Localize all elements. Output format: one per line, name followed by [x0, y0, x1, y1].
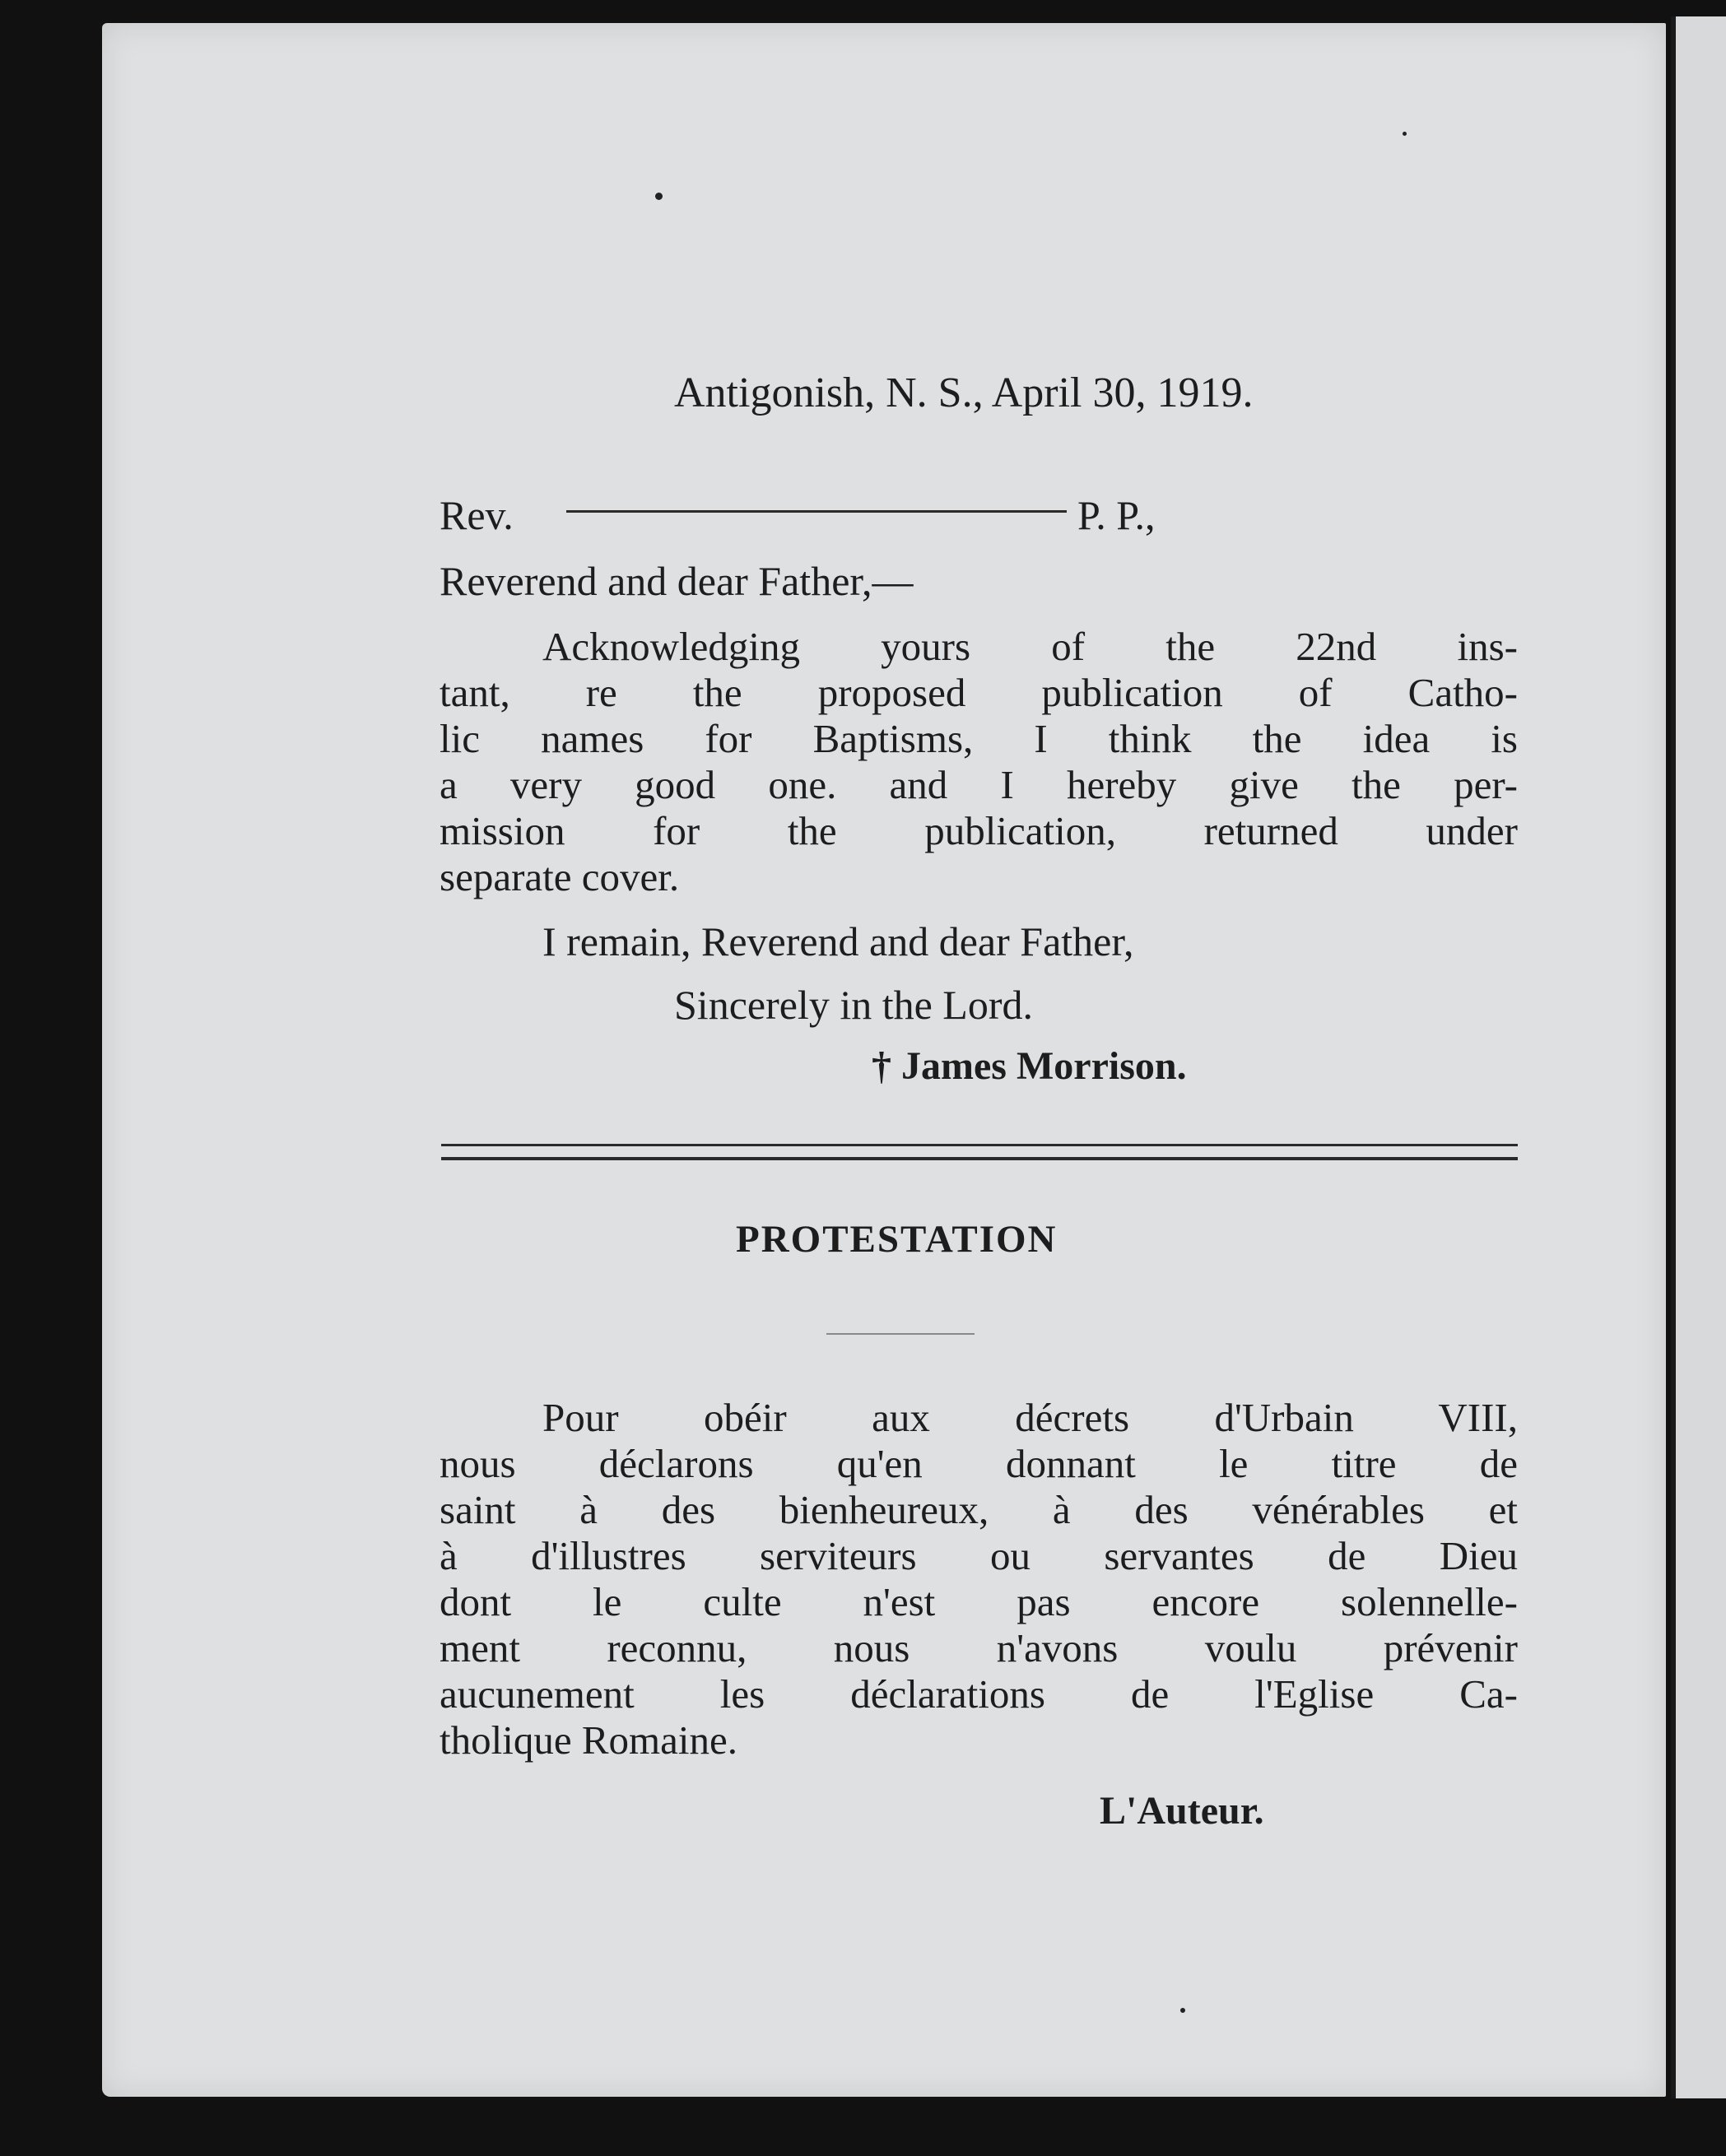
adjacent-page-edge [1671, 16, 1726, 2098]
protestation-body-line: saint à des bienheureux, à des vénérables et [440, 1487, 1518, 1532]
address-blank-line [566, 510, 1067, 513]
letter-body-line: a very good one. and I hereby give the per- [440, 762, 1518, 807]
letter-body [440, 624, 1518, 900]
protestation-heading: PROTESTATION [736, 1218, 1058, 1261]
protestation-signature: L'Auteur. [1100, 1789, 1264, 1833]
protestation-body-line: Pour obéir aux décrets d'Urbain VIII, [542, 1395, 1518, 1440]
protestation-body-line: dont le culte n'est pas encore solennelle- [440, 1579, 1518, 1624]
address-suffix: P. P., [1077, 492, 1156, 538]
letter-salutation: Reverend and dear Father,— [440, 558, 914, 604]
dust-speck [655, 193, 663, 200]
letter-signature: † James Morrison. [872, 1044, 1187, 1088]
dust-speck [1403, 132, 1407, 136]
letter-place-date: Antigonish, N. S., April 30, 1919. [674, 369, 1254, 416]
letter-body-line: Acknowledging yours of the 22nd ins- [542, 624, 1518, 669]
section-divider-bottom [441, 1157, 1518, 1160]
letter-body-line: lic names for Baptisms, I think the idea is [440, 716, 1518, 761]
protestation-body [440, 1395, 1518, 1763]
protestation-body-line: à d'illustres serviteurs ou servantes de Dieu [440, 1533, 1518, 1578]
section-divider-top [441, 1144, 1518, 1146]
letter-body-line: tant, re the proposed publication of Catho- [440, 670, 1518, 715]
letter-body-line: separate cover. [440, 854, 680, 899]
protestation-body-line: ment reconnu, nous n'avons voulu prévenir [440, 1625, 1518, 1670]
letter-closing-sincerely: Sincerely in the Lord. [674, 982, 1033, 1028]
dust-speck [1180, 2008, 1185, 2013]
letter-body-line: mission for the publication, returned under [440, 808, 1518, 853]
protestation-body-line: aucunement les déclarations de l'Eglise Ca- [440, 1671, 1518, 1717]
protestation-body-line: nous déclarons qu'en donnant le titre de [440, 1441, 1518, 1486]
heading-underline [826, 1333, 975, 1335]
address-prefix: Rev. [440, 492, 514, 538]
document-page [102, 23, 1666, 2097]
letter-closing: I remain, Reverend and dear Father, [542, 918, 1134, 964]
protestation-body-line: tholique Romaine. [440, 1717, 737, 1763]
